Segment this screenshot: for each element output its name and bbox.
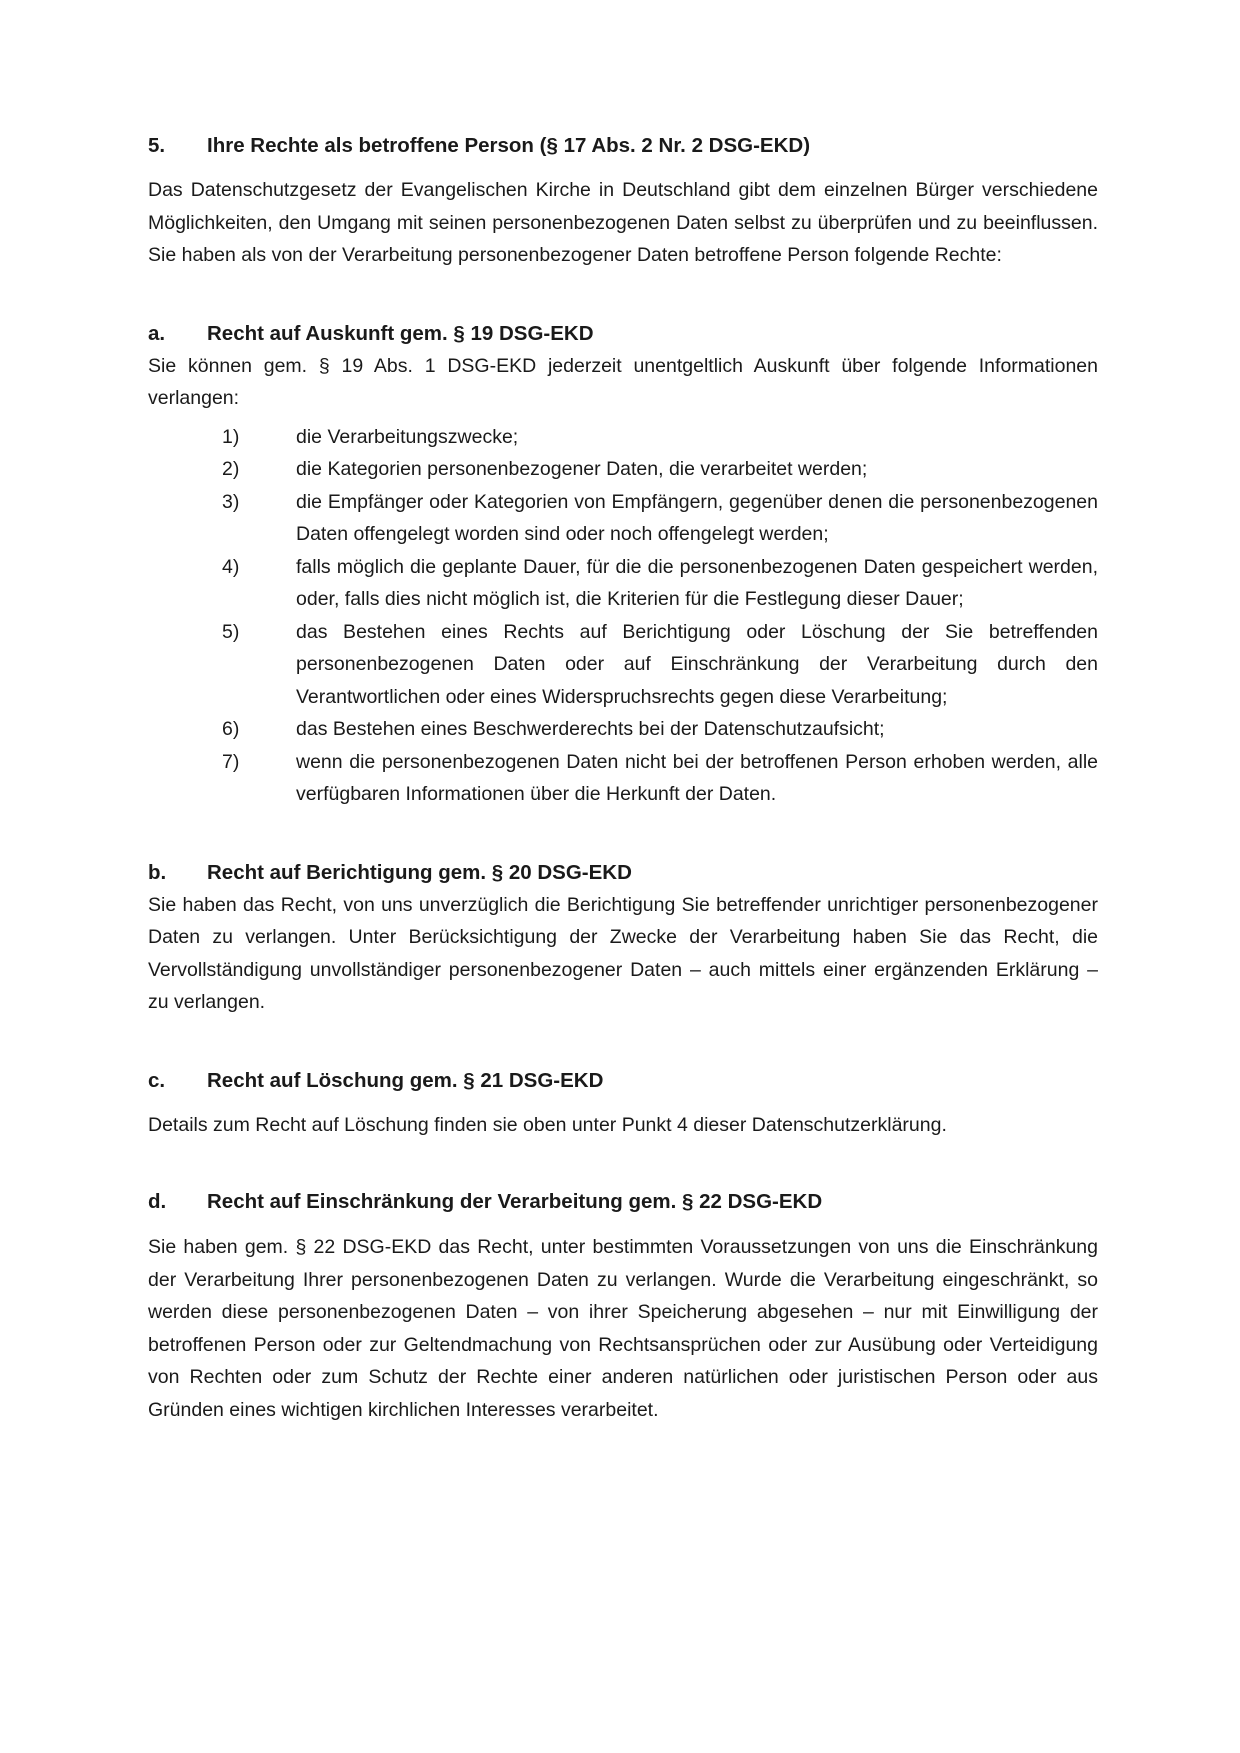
section-heading — [148, 1186, 1098, 1218]
section-title: Recht auf Löschung gem. § 21 DSG-EKD — [207, 1068, 604, 1092]
section-heading — [148, 1065, 1098, 1097]
section-heading — [148, 130, 1098, 162]
section-number: a. — [148, 321, 166, 345]
list-item — [148, 713, 1098, 746]
section-heading — [148, 318, 1098, 350]
list-item — [148, 453, 1098, 486]
list-item-number: 3) — [222, 490, 240, 513]
list-item-text: wenn die personenbezogenen Daten nicht bei der betroffenen Person erhoben werden, alle verfügbaren Informationen über die Herkunft der Daten. — [296, 750, 1098, 805]
list-item-text: das Bestehen eines Rechts auf Berichtigung oder Löschung der Sie betreffenden personenbezogenen Daten oder auf Einschränkung der Verarbeitung durch den Verantwortlichen oder eines Widerspruchsrechts gegen diese Verarbeitung; — [296, 620, 1098, 708]
section-right-to-information — [148, 318, 1098, 811]
section-title: Ihre Rechte als betroffene Person (§ 17 Abs. 2 Nr. 2 DSG-EKD) — [207, 134, 811, 157]
section-paragraph: Details zum Recht auf Löschung finden sie oben unter Punkt 4 dieser Datenschutzerklärung. — [148, 1113, 947, 1136]
section-right-to-restriction — [148, 1186, 1098, 1426]
document-page — [148, 130, 1098, 1426]
list-item-text: die Empfänger oder Kategorien von Empfängern, gegenüber denen die personenbezogenen Daten offengelegt worden sind oder noch offengelegt werden; — [296, 490, 1098, 545]
list-item-text: die Kategorien personenbezogener Daten, die verarbeitet werden; — [296, 458, 868, 480]
section-title: Recht auf Einschränkung der Verarbeitung gem. § 22 DSG-EKD — [207, 1190, 823, 1213]
section-paragraph: Sie haben gem. § 22 DSG-EKD das Recht, unter bestimmten Voraussetzungen von uns die Einschränkung der Verarbeitung Ihrer personenbezogenen Daten zu verlangen. Wurde die Verarbeitung eingeschränkt, so werden diese personenbezogenen Daten – von ihrer Speicherung abgesehen – nur mit Einwilligung der betroffenen Person oder zur Geltendmachung von Rechtsansprüchen oder zur Ausübung oder Verteidigung von Rechten oder zum Schutz der Rechte einer anderen natürlichen oder juristischen Person oder aus Gründen eines wichtigen kirchlichen Interesses verarbeitet. — [148, 1236, 1098, 1421]
list-item-number: 5) — [222, 620, 240, 643]
section-number: d. — [148, 1190, 167, 1213]
list-item-number: 4) — [222, 555, 240, 578]
information-list — [148, 421, 1098, 811]
list-item — [148, 746, 1098, 811]
section-rights — [148, 130, 1098, 272]
list-item — [148, 421, 1098, 454]
section-right-to-rectification — [148, 857, 1098, 1019]
section-number: 5. — [148, 134, 166, 157]
list-item-text: die Verarbeitungszwecke; — [296, 425, 519, 448]
section-paragraph: Das Datenschutzgesetz der Evangelischen Kirche in Deutschland gibt dem einzelnen Bürger verschiedene Möglichkeiten, den Umgang mit seinen personenbezogenen Daten selbst zu überprüfen und zu beeinflussen. Sie haben als von der Verarbeitung personenbezogener Daten betroffene Person folgende Rechte: — [148, 179, 1098, 266]
section-title: Recht auf Auskunft gem. § 19 DSG-EKD — [207, 321, 594, 345]
section-paragraph: Sie haben das Recht, von uns unverzüglich die Berichtigung Sie betreffender unrichtiger personenbezogener Daten zu verlangen. Unter Berücksichtigung der Zwecke der Verarbeitung haben Sie das Recht, die Vervollständigung unvollständiger personenbezogener Daten – auch mittels einer ergänzenden Erklärung – zu verlangen. — [148, 893, 1098, 1013]
list-item-number: 6) — [222, 718, 240, 740]
list-item — [148, 486, 1098, 551]
section-heading — [148, 857, 1098, 889]
list-item-number: 7) — [222, 750, 240, 773]
list-item-number: 2) — [222, 458, 240, 480]
list-item — [148, 551, 1098, 616]
section-number: c. — [148, 1068, 166, 1092]
list-item-text: das Bestehen eines Beschwerderechts bei der Datenschutzaufsicht; — [296, 718, 885, 740]
section-title: Recht auf Berichtigung gem. § 20 DSG-EKD — [207, 860, 632, 884]
list-item — [148, 616, 1098, 714]
list-item-text: falls möglich die geplante Dauer, für die die personenbezogenen Daten gespeichert werden, oder, falls dies nicht möglich ist, die Kriterien für die Festlegung dieser Dauer; — [296, 555, 1098, 610]
section-right-to-erasure — [148, 1065, 1098, 1142]
section-paragraph: Sie können gem. § 19 Abs. 1 DSG-EKD jederzeit unentgeltlich Auskunft über folgende Informationen verlangen: — [148, 354, 1098, 409]
section-number: b. — [148, 860, 167, 884]
list-item-number: 1) — [222, 425, 240, 448]
